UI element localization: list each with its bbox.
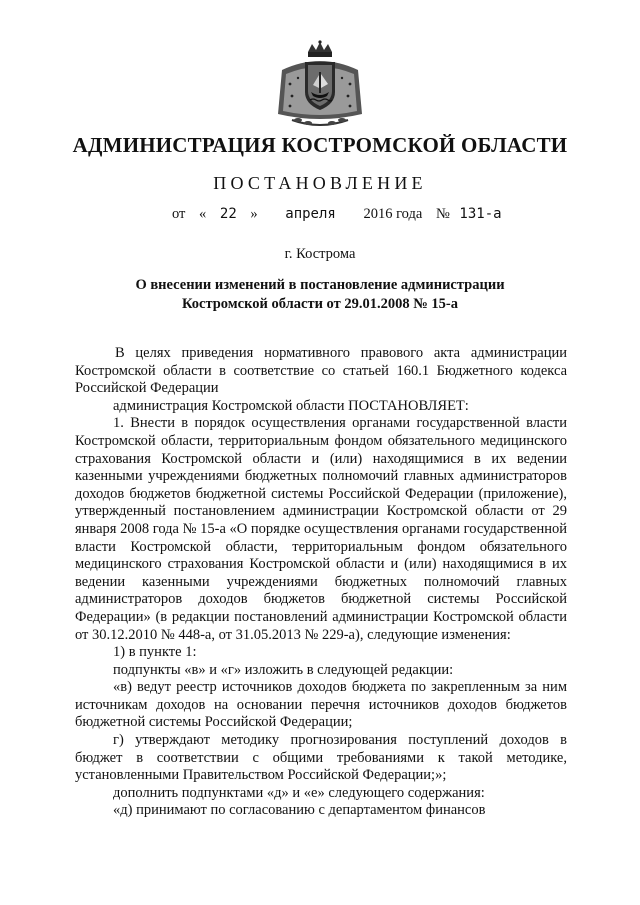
number-sign: № xyxy=(435,206,450,222)
document-subject xyxy=(0,276,640,314)
subject-line-2: Костромской области от 29.01.2008 № 15-а xyxy=(181,296,459,312)
date-month: апреля xyxy=(285,206,336,222)
body-paragraph: дополнить подпунктами «д» и «е» следующего содержания: xyxy=(113,784,485,801)
organization-name: АДМИНИСТРАЦИЯ КОСТРОМСКОЙ ОБЛАСТИ xyxy=(72,133,568,157)
date-open-quote: « xyxy=(199,206,207,222)
subject-line-1: О внесении изменений в постановление администрации xyxy=(135,277,505,293)
kostroma-oblast-coat-of-arms-icon xyxy=(272,40,368,126)
date-year: 2016 года xyxy=(363,206,423,222)
body-paragraph: 1) в пункте 1: xyxy=(113,644,197,661)
body-paragraph: «д) принимают по согласованию с департаментом финансов xyxy=(113,802,486,819)
body-paragraph: В целях приведения нормативного правового акта администрации Костромской области в соответствие со статьей 160.1 Бюджетного кодекса Российской Федерации xyxy=(75,345,567,397)
document-body xyxy=(75,345,567,820)
body-paragraph: подпункты «в» и «г» изложить в следующей редакции: xyxy=(113,661,454,678)
document-date-line xyxy=(172,206,502,223)
city-line: г. Кострома xyxy=(284,246,356,262)
document-type: ПОСТАНОВЛЕНИЕ xyxy=(213,173,427,193)
body-paragraph: администрация Костромской области ПОСТАНОВЛЯЕТ: xyxy=(113,397,469,414)
date-prefix: от xyxy=(172,206,186,222)
date-day: 22 xyxy=(219,206,237,222)
document-number: 131-а xyxy=(459,206,502,222)
body-paragraph: г) утверждают методику прогнозирования поступлений доходов в бюджет в соответствии с общими требованиями к такой методике, установленными Правительством Российской Федерации;»; xyxy=(75,732,567,784)
body-paragraph: 1. Внести в порядок осуществления органами государственной власти Костромской области, территориальным фондом обязательного медицинского страхования Костромской области и (или) находящимися в их ведении казенными учреждениями бюджетных полномочий главных администраторов доходов бюджетов бюджетной системы Российской Федерации (приложение), утвержденный постановлением администрации Костромской области от 29 января 2008 года № 15-а «О порядке осуществления органами государственной власти Костромской области, территориальным фондом обязательного медицинского страхования Костромской области и (или) находящимися в их ведении казенными учреждениями бюджетных полномочий главных администраторов доходов бюджетов бюджетной системы Российской Федерации» (в редакции постановлений администрации Костромской области от 30.12.2010 № 448-а, от 31.05.2013 № 229-а), следующие изменения: xyxy=(75,415,567,643)
body-paragraph: «в) ведут реестр источников доходов бюджета по закрепленным за ним источникам доходов на основании перечня источников доходов бюджетов бюджетной системы Российской Федерации; xyxy=(75,679,567,731)
date-close-quote: » xyxy=(250,206,258,222)
